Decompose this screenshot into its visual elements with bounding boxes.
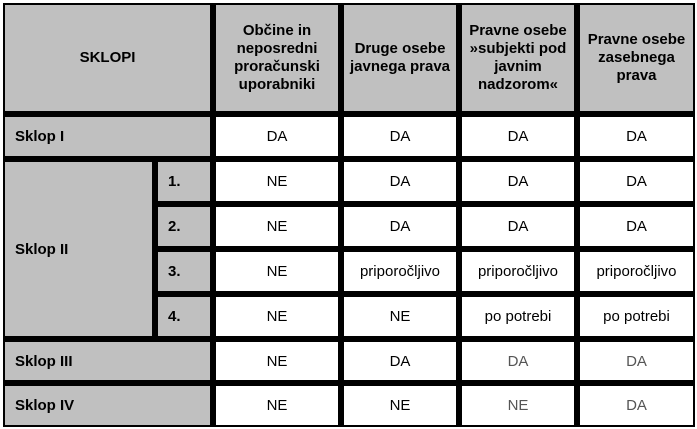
cell: NE (214, 160, 340, 203)
sklopi-table (3, 3, 695, 427)
cell: NE (214, 295, 340, 338)
header-corner: SKLOPI (3, 3, 212, 113)
sub-label-3: 3. (156, 250, 212, 293)
header-col-4: Pravne osebe zasebnega prava (578, 3, 695, 113)
sub-label-2: 2. (156, 205, 212, 248)
cell: NE (460, 384, 576, 427)
cell: NE (342, 295, 458, 338)
cell: DA (578, 384, 695, 427)
sub-label-4: 4. (156, 295, 212, 338)
header-col-3: Pravne osebe »subjekti pod javnim nadzorom« (460, 3, 576, 113)
cell: DA (460, 160, 576, 203)
cell: DA (578, 160, 695, 203)
header-col-2: Druge osebe javnega prava (342, 3, 458, 113)
cell: NE (214, 384, 340, 427)
cell: DA (460, 205, 576, 248)
cell: NE (214, 340, 340, 382)
cell: priporočljivo (460, 250, 576, 293)
cell: DA (342, 115, 458, 158)
cell: NE (342, 384, 458, 427)
cell: DA (578, 115, 695, 158)
cell: DA (460, 115, 576, 158)
cell: po potrebi (460, 295, 576, 338)
cell: DA (342, 160, 458, 203)
sub-label-1: 1. (156, 160, 212, 203)
cell: DA (342, 205, 458, 248)
row-label-sklop-2: Sklop II (3, 160, 154, 338)
cell: priporočljivo (578, 250, 695, 293)
row-label-sklop-1: Sklop I (3, 115, 212, 158)
row-label-sklop-3: Sklop III (3, 340, 212, 382)
cell: DA (342, 340, 458, 382)
cell: DA (214, 115, 340, 158)
row-label-sklop-4: Sklop IV (3, 384, 212, 427)
cell: DA (578, 340, 695, 382)
cell: DA (578, 205, 695, 248)
cell: NE (214, 250, 340, 293)
cell: DA (460, 340, 576, 382)
header-col-1: Občine in neposredni proračunski uporabniki (214, 3, 340, 113)
cell: po potrebi (578, 295, 695, 338)
cell: priporočljivo (342, 250, 458, 293)
cell: NE (214, 205, 340, 248)
